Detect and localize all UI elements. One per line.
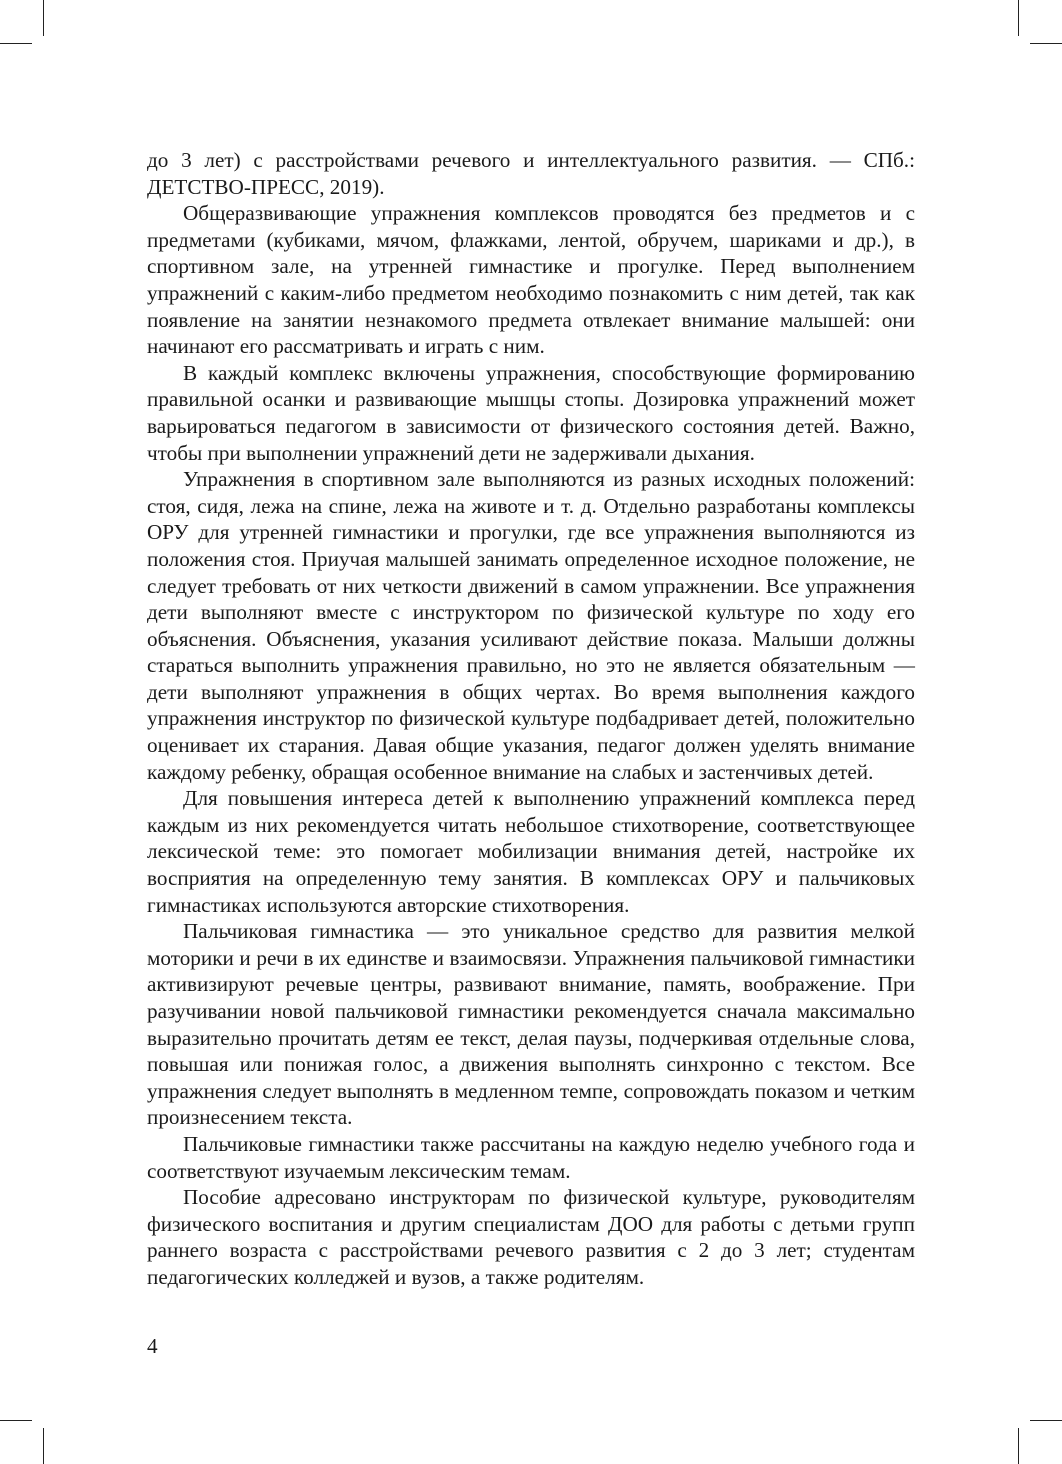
crop-mark	[1030, 43, 1062, 44]
paragraph: Упражнения в спортивном зале выполняются из разных исходных положений: стоя, сидя, лежа на спине, лежа на животе и т. д. Отдельно разработаны комплексы ОРУ для утренней гимнастики и прогулки, где все упражнения выполняются из положения стоя. Приучая малышей занимать определенное исходное положение, не следует требовать от них четкости движений в самом упражнении. Все упражнения дети выполняют вместе с инструктором по физической культуре по ходу его объяснения. Объяснения, указания усиливают действие показа. Малыши должны стараться выполнить упражнения правильно, но это не является обязательным — дети выполняют упражнения в общих чертах. Во время выполнения каждого упражнения инструктор по физической культуре подбадривает детей, положительно оценивает их старания. Давая общие указания, педагог должен уделять внимание каждому ребенку, обращая особенное внимание на слабых и застенчивых детей.	[147, 467, 915, 784]
body-text	[147, 147, 915, 1291]
paragraph: Общеразвивающие упражнения комплексов проводятся без предметов и с предметами (кубиками, мячом, флажками, лентой, обручем, шариками и др.), в спортивном зале, на утренней гимнастике и прогулке. Перед выполнением упражнений с каким-либо предметом необходимо познакомить с ним детей, так как появление на занятии незнакомого предмета отвлекает внимание малышей: они начинают его рассматривать и играть с ним.	[147, 201, 915, 359]
paragraph: Пальчиковая гимнастика — это уникальное средство для развития мелкой моторики и речи в их единстве и взаимосвязи. Упражнения пальчиковой гимнастики активизируют речевые центры, развивают внимание, память, воображение. При разучивании новой пальчиковой гимнастики рекомендуется сначала максимально выразительно прочитать детям ее текст, делая паузы, подчеркивая отдельные слова, повышая или понижая голос, а движения выполнять синхронно с текстом. Все упражнения следует выполнять в медленном темпе, сопровождать показом и четким произнесением текста.	[147, 919, 915, 1130]
paragraph: до 3 лет) с расстройствами речевого и интеллектуального развития. — СПб.: ДЕТСТВО-ПРЕСС, 2019).	[147, 148, 915, 199]
paragraph: Пальчиковые гимнастики также рассчитаны на каждую неделю учебного года и соответствуют изучаемым лексическим темам.	[147, 1131, 915, 1183]
crop-mark	[0, 1420, 32, 1421]
crop-mark	[1018, 0, 1019, 36]
paragraph: Пособие адресовано инструкторам по физической культуре, руководителям физического воспитания и другим специалистам ДОО для работы с детьми групп раннего возраста с расстройствами речевого развития с 2 до 3 лет; студентам педагогических колледжей и вузов, а также родителям.	[147, 1185, 915, 1289]
crop-mark	[43, 0, 44, 36]
crop-mark	[0, 43, 32, 44]
paragraph: В каждый комплекс включены упражнения, способствующие формированию правильной осанки и развивающие мышцы стопы. Дозировка упражнений может варьироваться педагогом в зависимости от физического состояния детей. Важно, чтобы при выполнении упражнений дети не задерживали дыхания.	[147, 360, 915, 465]
crop-mark	[43, 1428, 44, 1464]
page-number: 4	[147, 1334, 158, 1358]
crop-mark	[1030, 1420, 1062, 1421]
crop-mark	[1018, 1428, 1019, 1464]
paragraph: Для повышения интереса детей к выполнению упражнений комплекса перед каждым из них рекомендуется читать небольшое стихотворение, соответствующее лексической теме: это помогает мобилизации внимания детей, настройке их восприятия на определенную тему занятия. В комплексах ОРУ и пальчиковых гимнастиках используются авторские стихотворения.	[147, 786, 915, 917]
